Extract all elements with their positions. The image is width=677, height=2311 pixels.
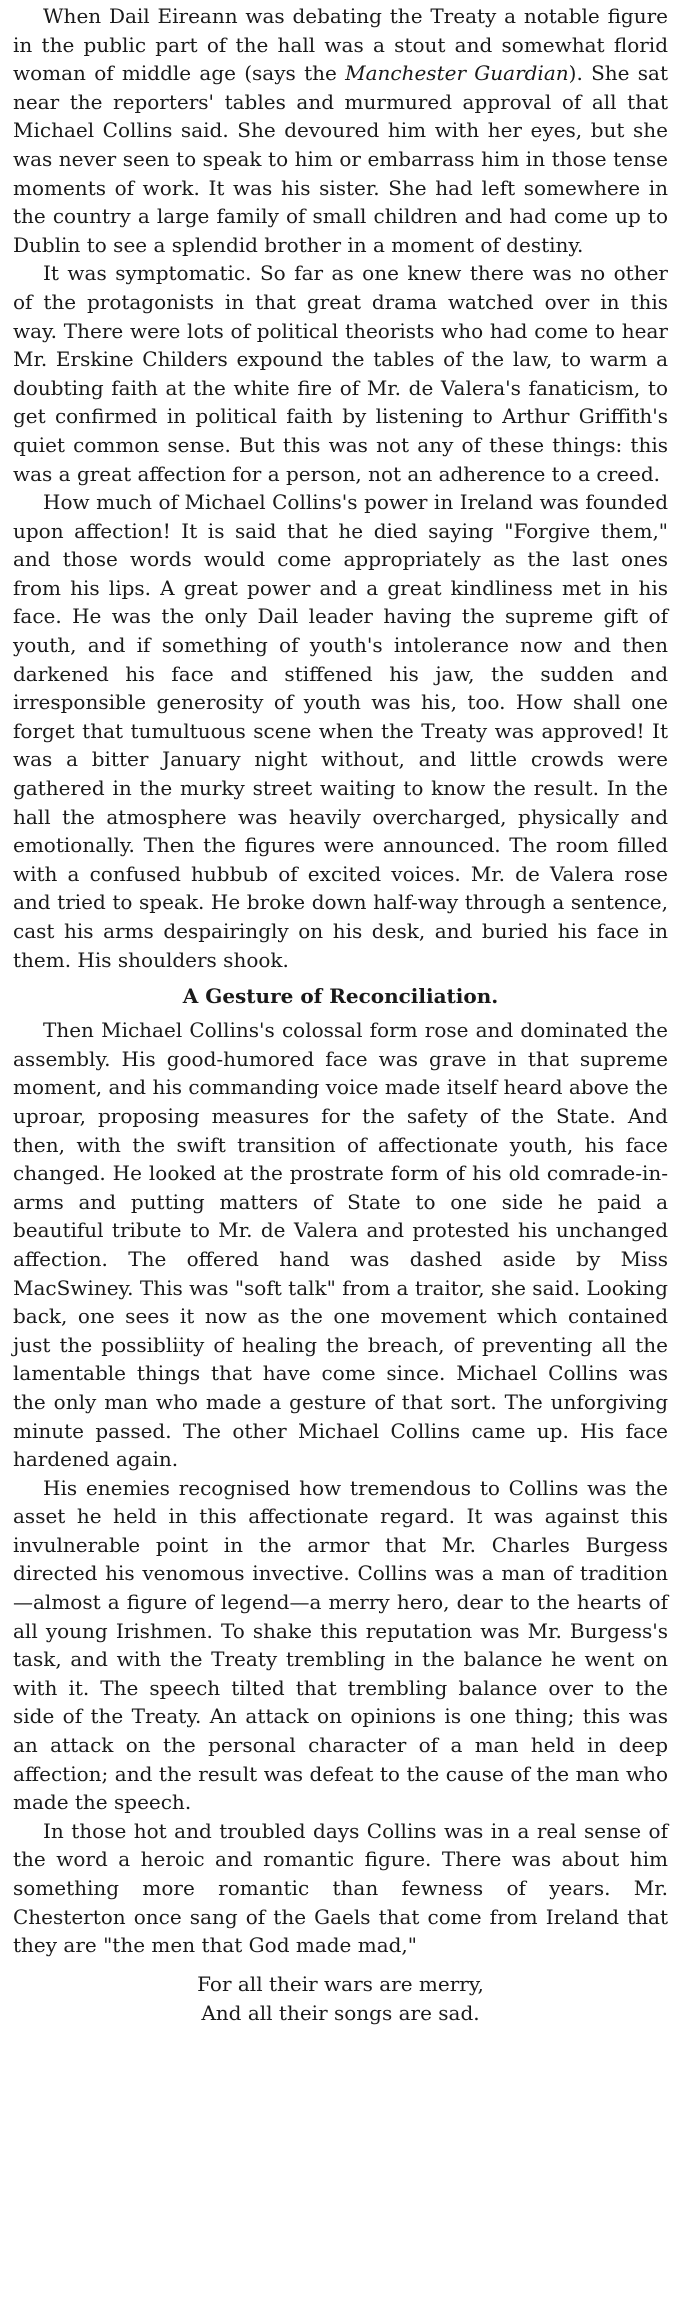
paragraph-1 [13,2,668,259]
paragraph-4: Then Michael Collins's colossal form rose and dominated the assembly. His good-humored face was grave in that supreme moment, and his commanding voice made itself heard above the uproar, proposing measures for the safety of the State. And then, with the swift transition of affectionate youth, his face changed. He looked at the prostrate form of his old comrade-in-arms and putting matters of State to one side he paid a beautiful tribute to Mr. de Valera and protested his unchanged affection. The offered hand was dashed aside by Miss MacSwiney. This was "soft talk" from a traitor, she said. Looking back, one sees it now as the one movement which contained just the possibliity of healing the breach, of preventing all the lamentable things that have come since. Michael Collins was the only man who made a gesture of that sort. The unforgiving minute passed. The other Michael Collins came up. His face hardened again. [13,1018,668,1472]
paragraph-1-text-a: When Dail Eireann was debating the Treaty a notable figure in the public part of the hall was a stout and somewhat florid woman of middle age (says the [13,4,668,86]
verse-line-1: For all their wars are merry, [197,1971,484,1996]
paragraph-2: It was symptomatic. So far as one knew there was no other of the protagonists in that great drama watched over in this way. There were lots of political theorists who had come to hear Mr. Erskine Childers expound the tables of the law, to warm a doubting faith at the white fire of Mr. de Valera's fanaticism, to get confirmed in political faith by listening to Arthur Griffith's quiet common sense. But this was not any of these things: this was a great affection for a person, not an adherence to a creed. [13,261,668,486]
section-heading: A Gesture of Reconciliation. [182,984,499,1009]
verse-line-2: And all their songs are sad. [201,2000,480,2025]
paragraph-5: His enemies recognised how tremendous to Collins was the asset he held in this affectionate regard. It was against this invulnerable point in the armor that Mr. Charles Burgess directed his venomous invective. Collins was a man of tradition—almost a figure of legend—a merry hero, dear to the hearts of all young Irishmen. To shake this reputation was Mr. Burgess's task, and with the Treaty trembling in the balance he went on with it. The speech tilted that trembling balance over to the side of the Treaty. An attack on opinions is one thing; this was an attack on the personal character of a man held in deep affection; and the result was defeat to the cause of the man who made the speech. [13,1475,668,1815]
verse-quote [13,1970,668,2028]
newspaper-name: Manchester Guardian [345,61,569,86]
paragraph-1-text-b: ). She sat near the reporters' tables and murmured approval of all that Michael Collins said. She devoured him with her eyes, but she was never seen to speak to him or embarrass him in those tense moments of work. It was his sister. She had left somewhere in the country a large family of small children and had come up to Dublin to see a splendid brother in a moment of destiny. [13,61,668,257]
paragraph-3: How much of Michael Collins's power in Ireland was founded upon affection! It is said that he died saying "Forgive them," and those words would come appropriately as the last ones from his lips. A great power and a great kindliness met in his face. He was the only Dail leader having the supreme gift of youth, and if something of youth's intolerance now and then darkened his face and stiffened his jaw, the sudden and irresponsible generosity of youth was his, too. How shall one forget that tumultuous scene when the Treaty was approved! It was a bitter January night without, and little crowds were gathered in the murky street waiting to know the result. In the hall the atmosphere was heavily overcharged, physically and emotionally. Then the figures were announced. The room filled with a confused hubbub of excited voices. Mr. de Valera rose and tried to speak. He broke down half-way through a sentence, cast his arms despairingly on his desk, and buried his face in them. His shoulders shook. [13,490,668,972]
paragraph-6: In those hot and troubled days Collins was in a real sense of the word a heroic and romantic figure. There was about him something more romantic than fewness of years. Mr. Chesterton once sang of the Gaels that come from Ireland that they are "the men that God made mad," [13,1818,668,1958]
